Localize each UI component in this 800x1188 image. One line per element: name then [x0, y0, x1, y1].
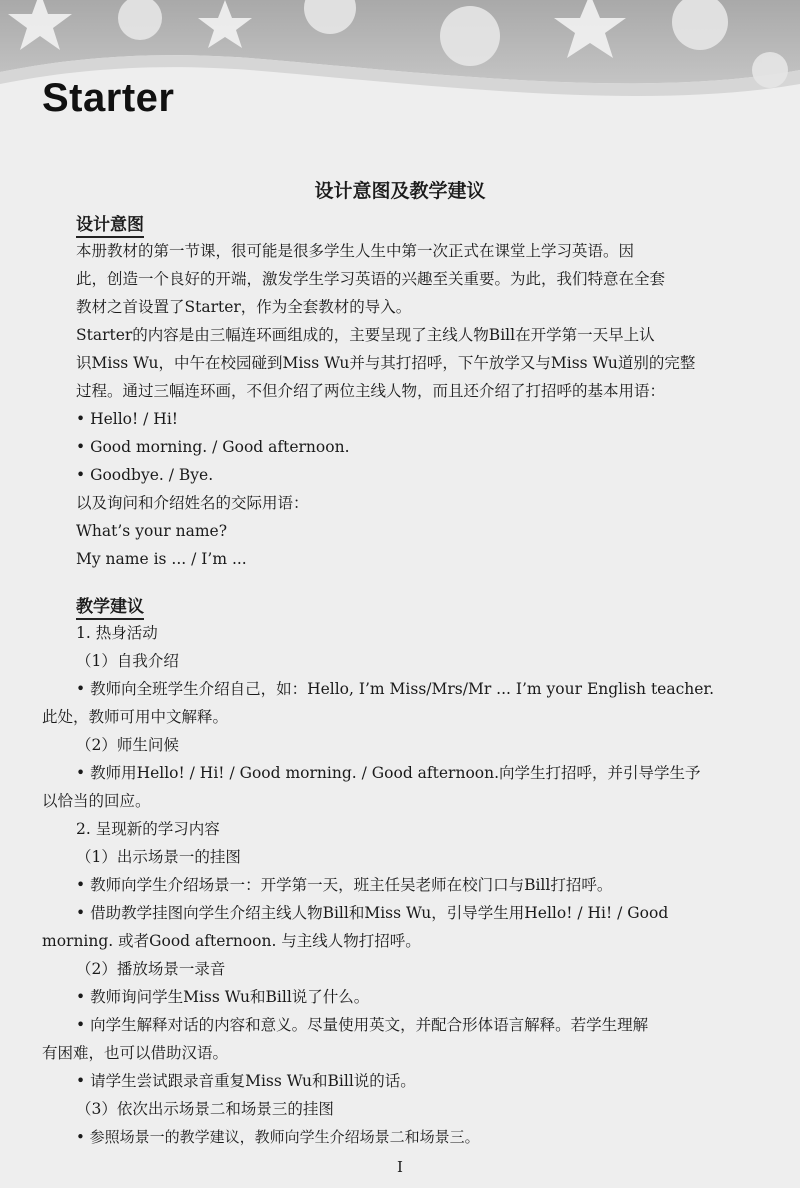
paragraph-line: 1. 热身活动: [76, 624, 158, 642]
teaching-suggestions-heading: 教学建议: [76, 592, 144, 620]
paragraph-line: 此，创造一个良好的开端，激发学生学习英语的兴趣至关重要。为此，我们特意在全套: [76, 270, 666, 288]
paragraph-line: Starter的内容是由三幅连环画组成的，主要呈现了主线人物Bill在开学第一天早上认: [76, 326, 655, 344]
paragraph-line: 2. 呈现新的学习内容: [76, 820, 220, 838]
paragraph-line: （2）播放场景一录音: [76, 960, 226, 978]
design-intent-heading: 设计意图: [76, 210, 144, 238]
bullet-item: • 教师用Hello! / Hi! / Good morning. / Good afternoon.向学生打招呼，并引导学生予: [76, 764, 701, 782]
paragraph-line: （1）自我介绍: [76, 652, 179, 670]
page-title: Starter: [42, 76, 175, 120]
paragraph-line: （1）出示场景一的挂图: [76, 848, 241, 866]
paragraph-line: 识Miss Wu，中午在校园碰到Miss Wu并与其打招呼，下午放学又与Miss Wu道别的完整: [76, 354, 696, 372]
bullet-item: • Good morning. / Good afternoon.: [76, 438, 350, 456]
paragraph-line: 有困难，也可以借助汉语。: [42, 1044, 229, 1062]
bullet-item: • 向学生解释对话的内容和意义。尽量使用英文，并配合形体语言解释。若学生理解: [76, 1016, 649, 1034]
paragraph-line: （2）师生问候: [76, 736, 179, 754]
bullet-item: • 教师询问学生Miss Wu和Bill说了什么。: [76, 988, 370, 1006]
paragraph-line: morning. 或者Good afternoon. 与主线人物打招呼。: [42, 932, 421, 950]
bullet-item: • 请学生尝试跟录音重复Miss Wu和Bill说的话。: [76, 1072, 416, 1090]
page-number: I: [397, 1158, 403, 1176]
bullet-item: • 借助教学挂图向学生介绍主线人物Bill和Miss Wu，引导学生用Hello! / Hi! / Good: [76, 904, 669, 922]
bullet-item: • 教师向全班学生介绍自己，如：Hello, I’m Miss/Mrs/Mr ... I’m your English teacher.: [76, 680, 715, 698]
bullet-item: • 教师向学生介绍场景一：开学第一天，班主任吴老师在校门口与Bill打招呼。: [76, 876, 613, 894]
paragraph-line: What’s your name?: [76, 522, 228, 540]
paragraph-line: 教材之首设置了Starter，作为全套教材的导入。: [76, 298, 412, 316]
paragraph-line: My name is ... / I’m ...: [76, 550, 247, 568]
paragraph-line: （3）依次出示场景二和场景三的挂图: [76, 1100, 334, 1118]
paragraph-line: 此处，教师可用中文解释。: [42, 708, 229, 726]
paragraph-line: 以及询问和介绍姓名的交际用语：: [76, 494, 309, 512]
bullet-item: • Hello! / Hi!: [76, 410, 179, 428]
paragraph-line: 以恰当的回应。: [42, 792, 151, 810]
main-heading: 设计意图及教学建议: [314, 180, 486, 202]
bullet-item: • 参照场景一的教学建议，教师向学生介绍场景二和场景三。: [76, 1128, 480, 1146]
paragraph-line: 过程。通过三幅连环画，不但介绍了两位主线人物，而且还介绍了打招呼的基本用语：: [76, 382, 666, 400]
bullet-item: • Goodbye. / Bye.: [76, 466, 214, 484]
paragraph-line: 本册教材的第一节课，很可能是很多学生人生中第一次正式在课堂上学习英语。因: [76, 242, 635, 260]
